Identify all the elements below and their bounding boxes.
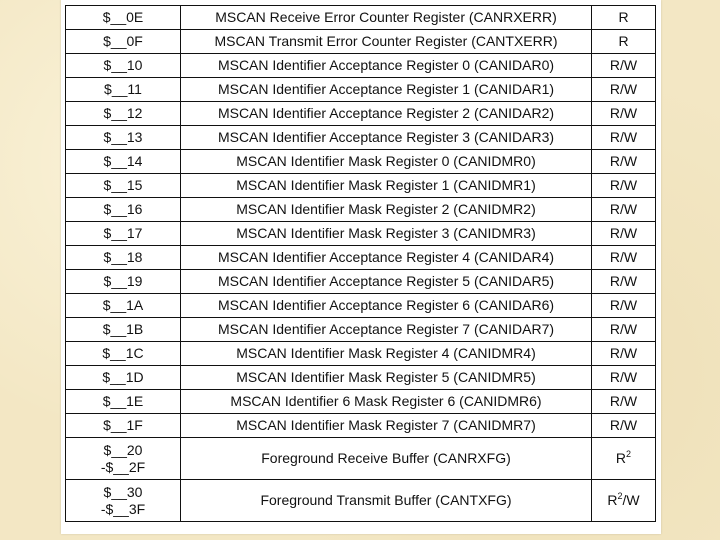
register-name-cell: MSCAN Identifier Acceptance Register 7 (CANIDAR7) [181, 318, 592, 342]
access-cell: R/W [592, 270, 656, 294]
access-cell [592, 438, 656, 480]
register-name-cell: MSCAN Identifier Mask Register 2 (CANIDMR2) [181, 198, 592, 222]
address-range-start: $__30 [103, 483, 143, 500]
register-name-cell: Foreground Transmit Buffer (CANTXFG) [181, 480, 592, 522]
register-name-cell: MSCAN Identifier Acceptance Register 0 (CANIDAR0) [181, 54, 592, 78]
document-page [61, 0, 661, 534]
table-row [66, 318, 656, 342]
table-row [66, 390, 656, 414]
access-footnote-marker: 2 [617, 491, 623, 501]
table-row [66, 78, 656, 102]
register-name-cell: MSCAN Transmit Error Counter Register (CANTXERR) [181, 30, 592, 54]
access-cell: R [592, 30, 656, 54]
access-cell: R/W [592, 222, 656, 246]
register-name-cell: MSCAN Receive Error Counter Register (CANRXERR) [181, 6, 592, 30]
register-name-cell: MSCAN Identifier Acceptance Register 5 (CANIDAR5) [181, 270, 592, 294]
table-row [66, 150, 656, 174]
address-cell: $__17 [66, 222, 181, 246]
register-name-cell: MSCAN Identifier Acceptance Register 2 (CANIDAR2) [181, 102, 592, 126]
address-cell: $__0F [66, 30, 181, 54]
address-cell: $__1B [66, 318, 181, 342]
register-name-cell: MSCAN Identifier 6 Mask Register 6 (CANIDMR6) [181, 390, 592, 414]
table-row [66, 30, 656, 54]
register-name-cell: MSCAN Identifier Mask Register 0 (CANIDMR0) [181, 150, 592, 174]
access-cell: R/W [592, 78, 656, 102]
access-tail: /W [622, 492, 640, 508]
address-range-end: -$__2F [100, 458, 146, 475]
access-cell: R/W [592, 342, 656, 366]
access-cell: R/W [592, 414, 656, 438]
address-cell: $__13 [66, 126, 181, 150]
table-row [66, 54, 656, 78]
address-cell: $__10 [66, 54, 181, 78]
access-cell: R/W [592, 246, 656, 270]
table-row [66, 414, 656, 438]
access-cell: R/W [592, 126, 656, 150]
address-cell: $__1D [66, 366, 181, 390]
register-name-cell: MSCAN Identifier Acceptance Register 1 (CANIDAR1) [181, 78, 592, 102]
table-row [66, 270, 656, 294]
register-name-cell: MSCAN Identifier Mask Register 3 (CANIDMR3) [181, 222, 592, 246]
register-map-body [66, 6, 656, 522]
access-cell: R/W [592, 174, 656, 198]
address-cell: $__11 [66, 78, 181, 102]
register-name-cell: MSCAN Identifier Mask Register 1 (CANIDMR1) [181, 174, 592, 198]
buffer-row-transmit [66, 480, 656, 522]
access-cell: R/W [592, 198, 656, 222]
register-name-cell: MSCAN Identifier Mask Register 4 (CANIDMR4) [181, 342, 592, 366]
address-cell: $__15 [66, 174, 181, 198]
address-cell: $__16 [66, 198, 181, 222]
table-row [66, 342, 656, 366]
table-row [66, 198, 656, 222]
register-name-cell: MSCAN Identifier Acceptance Register 6 (CANIDAR6) [181, 294, 592, 318]
access-main: R [607, 492, 618, 508]
address-cell: $__1E [66, 390, 181, 414]
register-name-cell: MSCAN Identifier Acceptance Register 4 (CANIDAR4) [181, 246, 592, 270]
address-cell: $__18 [66, 246, 181, 270]
access-main: R [615, 450, 627, 466]
address-cell: $__1F [66, 414, 181, 438]
address-cell: $__1C [66, 342, 181, 366]
table-row [66, 294, 656, 318]
address-cell: $__14 [66, 150, 181, 174]
address-range-end: -$__3F [100, 500, 146, 517]
access-cell: R/W [592, 294, 656, 318]
register-name-cell: MSCAN Identifier Acceptance Register 3 (CANIDAR3) [181, 126, 592, 150]
register-name-cell: MSCAN Identifier Mask Register 5 (CANIDMR5) [181, 366, 592, 390]
address-cell: $__19 [66, 270, 181, 294]
address-range-cell [66, 480, 181, 522]
address-range-cell [66, 438, 181, 480]
table-row [66, 222, 656, 246]
address-cell: $__1A [66, 294, 181, 318]
table-row [66, 6, 656, 30]
address-cell: $__12 [66, 102, 181, 126]
register-map-table [65, 5, 656, 522]
table-row [66, 246, 656, 270]
address-cell: $__0E [66, 6, 181, 30]
access-cell: R/W [592, 318, 656, 342]
access-cell [592, 480, 656, 522]
register-name-cell: MSCAN Identifier Mask Register 7 (CANIDMR7) [181, 414, 592, 438]
access-footnote-marker: 2 [626, 449, 632, 459]
table-row [66, 174, 656, 198]
access-cell: R/W [592, 54, 656, 78]
table-row [66, 366, 656, 390]
table-row [66, 102, 656, 126]
table-row [66, 126, 656, 150]
access-cell: R [592, 6, 656, 30]
address-range-start: $__20 [103, 441, 143, 458]
access-cell: R/W [592, 366, 656, 390]
access-cell: R/W [592, 390, 656, 414]
buffer-row-receive [66, 438, 656, 480]
access-cell: R/W [592, 150, 656, 174]
register-name-cell: Foreground Receive Buffer (CANRXFG) [181, 438, 592, 480]
access-cell: R/W [592, 102, 656, 126]
